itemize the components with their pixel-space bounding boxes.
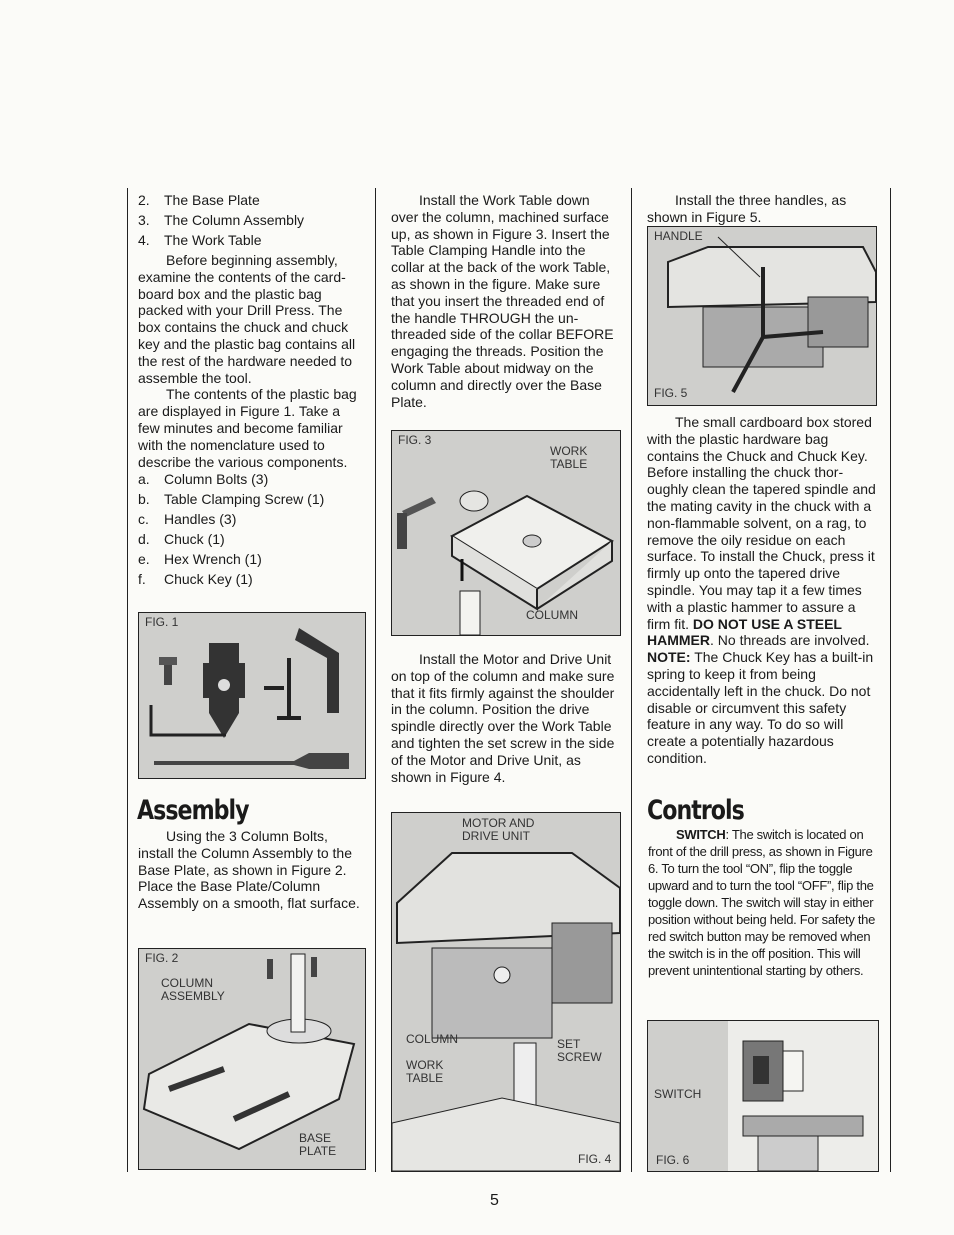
column-divider-far-right bbox=[890, 188, 891, 1172]
figure-label: FIG. 5 bbox=[654, 386, 688, 400]
figure-3-work-table bbox=[391, 430, 621, 636]
column-2 bbox=[391, 192, 617, 410]
figure-label: FIG. 3 bbox=[398, 433, 432, 447]
paragraph-before-assembly: Before beginning assembly, examine the contents of the card-board box and the plastic bag packed with your Drill Press. The box contains the chuck and chuck key and the plastic bag contains all the rest of the hardware needed to assemble the tool. bbox=[138, 251, 356, 386]
set-screw-label: SET SCREW bbox=[557, 1037, 602, 1064]
figure-2-base-plate bbox=[138, 948, 366, 1170]
column-assembly-label: COLUMN ASSEMBLY bbox=[161, 976, 225, 1003]
figure-label: FIG. 6 bbox=[656, 1153, 690, 1167]
column-divider-right bbox=[631, 188, 632, 1172]
figure-label: FIG. 4 bbox=[578, 1152, 612, 1166]
figure-6-switch bbox=[647, 1020, 879, 1172]
work-table-illustration bbox=[392, 431, 620, 635]
list-parts bbox=[138, 471, 360, 588]
paragraph-install-work-table: Install the Work Table down over the column, machined surface up, as shown in Figure 3. Insert the Table Clamping Handle into the collar at the back of the work Table, as shown in the figure. Make sure that you insert the threaded end of the handle THROUGH the un-threaded side of the collar BEFORE engaging the threads. Position the Work Table about midway on the column and directly over the Base Plate. bbox=[391, 192, 614, 410]
paragraph-install-motor: Install the Motor and Drive Unit on top of the column and make sure that it fits firmly against the shoulder in the column. Position the drive spindle directly over the Work Table and tighten the set screw in the side of the Motor and Drive Unit, as shown in Figure 4. bbox=[391, 651, 615, 785]
column-3-chuck-text bbox=[647, 414, 879, 767]
list-item: 3. The Column Assembly bbox=[138, 211, 305, 228]
handle-label: HANDLE bbox=[654, 229, 703, 243]
column-label: COLUMN bbox=[406, 1032, 459, 1046]
work-table-label: WORK TABLE bbox=[550, 444, 588, 471]
assembly-text bbox=[138, 828, 360, 912]
motor-illustration bbox=[392, 813, 620, 1171]
paragraph-switch: SWITCH: The switch is located on front of the drill press, as shown in Figure 6. To turn the tool “ON”, flip the toggle upward and to turn the tool “OFF”, flip the toggle down. The switch will stay in either position without being held. For safety the red switch button may be removed when the switch is in the off position. This will prevent unintentional starting by others. bbox=[648, 827, 876, 978]
list-item: f. Chuck Key (1) bbox=[138, 571, 253, 588]
column-2-lower bbox=[391, 651, 617, 785]
figure-1-hardware bbox=[138, 612, 366, 779]
work-table-label: WORK TABLE bbox=[406, 1058, 444, 1085]
paragraph-install-chuck: The small cardboard box stored with the plastic hardware bag contains the Chuck and Chuck Key. Before installing the chuck thor-oughly clean the tapered spindle and the mating cavity in the chuck with a non-flammable solvent, on a rag, to remove the oily residue on each surface. To install the Chuck, press it firmly up onto the tapered drive spindle. You may tap it a few times with a plastic hammer to assure a firm fit. DO NOT USE A STEEL HAMMER. No threads are involved. NOTE: The Chuck Key has a built-in spring to keep it from being accidentally left in the chuck. Do not disable or circumvent this safety feature in any way. To do so will create a potentially hazardous condition. bbox=[647, 414, 876, 766]
motor-drive-label: MOTOR AND DRIVE UNIT bbox=[462, 816, 535, 843]
paragraph-install-handles: Install the three handles, as shown in Figure 5. bbox=[647, 192, 847, 225]
list-item: b. Table Clamping Screw (1) bbox=[138, 491, 325, 508]
column-3-switch-text bbox=[648, 826, 880, 979]
paragraph-install-column: Using the 3 Column Bolts, install the Column Assembly to the Base Plate, as shown in Figure 2. Place the Base Plate/Column Assembly on a smooth, flat surface. bbox=[138, 828, 360, 912]
hardware-illustration bbox=[139, 613, 365, 778]
assembly-heading: Assembly bbox=[137, 795, 249, 826]
column-divider-left bbox=[127, 188, 128, 1172]
column-1 bbox=[138, 192, 360, 591]
list-item: d. Chuck (1) bbox=[138, 531, 225, 548]
paragraph-contents: The contents of the plastic bag are displayed in Figure 1. Take a few minutes and become familiar with the nomenclature used to describe the various components. bbox=[138, 386, 357, 470]
page-number: 5 bbox=[490, 1192, 499, 1209]
controls-heading: Controls bbox=[647, 795, 744, 826]
column-label: COLUMN bbox=[526, 608, 579, 622]
list-top bbox=[138, 192, 360, 249]
list-item: 4. The Work Table bbox=[138, 231, 262, 248]
list-item: 2. The Base Plate bbox=[138, 192, 260, 208]
figure-5-handles bbox=[647, 226, 877, 406]
column-divider-middle bbox=[375, 188, 376, 1172]
list-item: c. Handles (3) bbox=[138, 511, 237, 528]
figure-4-motor-drive-unit bbox=[391, 812, 621, 1172]
base-plate-label: BASE PLATE bbox=[299, 1131, 337, 1158]
list-item: e. Hex Wrench (1) bbox=[138, 551, 262, 568]
handles-illustration bbox=[648, 227, 876, 405]
list-item: a. Column Bolts (3) bbox=[138, 471, 269, 488]
figure-label: FIG. 1 bbox=[145, 615, 179, 629]
switch-label: SWITCH bbox=[654, 1087, 702, 1101]
figure-label: FIG. 2 bbox=[145, 951, 179, 965]
column-3 bbox=[647, 192, 877, 226]
